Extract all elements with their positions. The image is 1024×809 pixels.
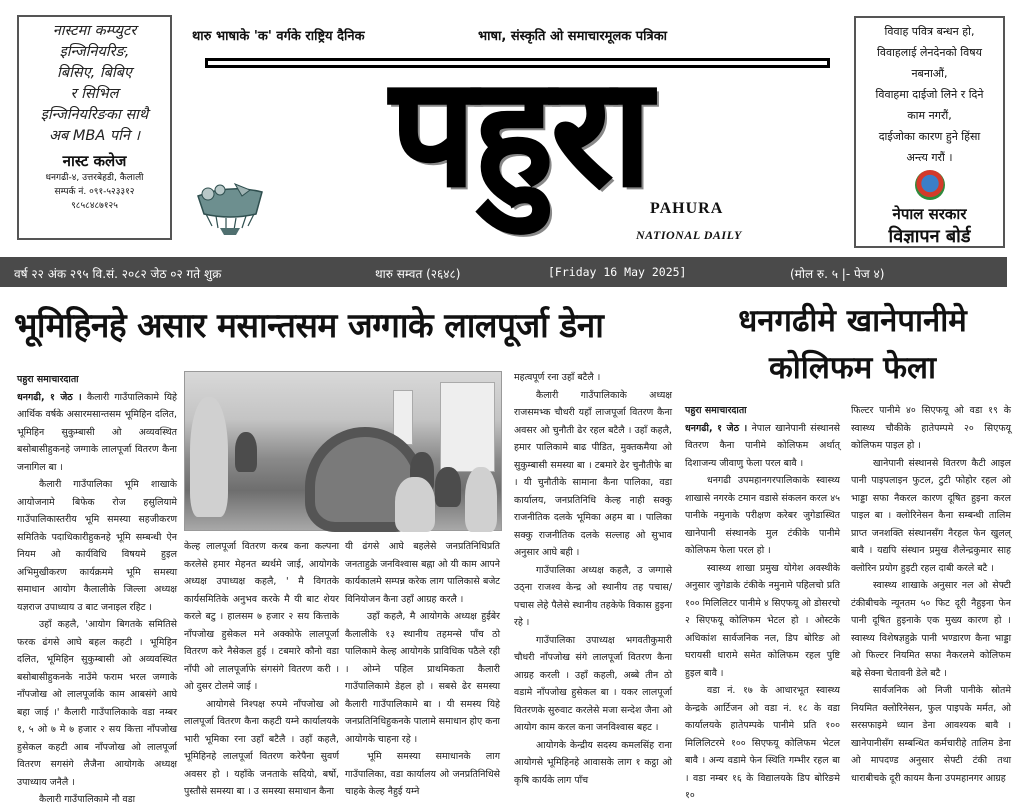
paragraph: आयोगके केन्द्रीय सदस्य कमलसिंह राना आयोगसे भूमिहिनहे आवासके लाग १ कट्ठा ओ कृषि कार्यके लाग पाँच bbox=[514, 739, 672, 786]
issue-info: वर्ष २२ अंक २९५ वि.सं. २०८२ जेठ ०२ गते शुक्र bbox=[14, 267, 222, 281]
byline: पहुरा समाचारदाता bbox=[685, 405, 747, 416]
issue-date-bar bbox=[0, 257, 1007, 287]
paragraph: सार्वजनिक ओ निजी पानीके स्रोतमे नियमित क्लोरिनेसन, फुल पाइपके मर्मत, ओ सरसफाइमे ध्यान डेना आवश्यक बावै । खानेपानीसँग सम्बन्धित कर्मचारीहे तालिम डेना ओ मापदण्ड अनुसार सेफ्टी टंकी तथा धाराबीचके दूरी कायम कैना उपमहानगर आग्रह bbox=[851, 685, 1011, 784]
price-page: (मोल रु. ५ |- पेज ४) bbox=[790, 267, 885, 281]
ad-text-line: विवाह पवित्र बन्धन हो, bbox=[884, 25, 975, 38]
paragraph: उहाँ कहलै, मै आयोगके अध्यक्ष हुईबेर कैलालीके १३ स्थानीय तहमन्से पाँच ठो पालिकामे केल्ह आयोगके प्राविधिक पठैले रही । ओम्ने पहिल प्राथमिकता कैलारी गाउँपालिकामे डेहल हो । सबसे ढेर समस्या कैलारी गाउँपालिकामे बा । यी समस्य यिहे जनप्रतिनिधिहुकनके पालामे समाधान होए कना आयोगके चाहना रहे । bbox=[345, 611, 500, 745]
ad-text-line: दाईजोका कारण हुने हिंसा bbox=[878, 130, 981, 143]
ad-text-line: विवाहमा दाईजो लिने र दिने bbox=[875, 88, 984, 101]
paragraph: स्वास्थ्य शाखाके अनुसार नल ओ सेफ्टी टंकीबीचके न्यूनतम ५० फिट दूरी नैहुइना फेन पानी दूषित हुइनाके एक मुख्य कारण हो । स्वास्थ्य विशेषज्ञहुक्रे पानी भण्डारण कैना भाड्डा ओ फिल्टर नियमित सफा नैकरलमे कोलिफम बह्रे सेक्ना चेतावनी डेले बटै । bbox=[851, 580, 1011, 679]
paragraph: कैलारी गाउँपालिकामे नौ वडा bbox=[39, 794, 136, 805]
masthead-tagline-left: थारु भाषाके 'क' वर्गके राष्ट्रिय दैनिक bbox=[192, 29, 365, 44]
ad-text-line: नबनाऔं, bbox=[911, 67, 948, 80]
masthead-title-en: PAHURA bbox=[650, 200, 724, 217]
ad-org: नेपाल सरकार bbox=[892, 205, 967, 223]
ad-college-name: नास्ट कलेज bbox=[62, 152, 127, 170]
story-2-column-2 bbox=[851, 402, 1011, 787]
ad-nast-college bbox=[17, 15, 172, 240]
paragraph: धनगढी उपमहानगरपालिकाके स्वास्थ्य शाखासे नगरके टमान वडासे संकलन करल ४५ पानीके नमुनाके परीक्षण करेबर जुगेडास्थित खानेपानी संस्थानके मुल टंकीके पानीमे कोलिफम फेला परल हो । bbox=[685, 475, 840, 556]
kalash-logo-icon bbox=[190, 178, 270, 236]
ad-phone: ९८५८४८७१२५ bbox=[71, 201, 118, 211]
paragraph: केल्ह लालपूर्जा वितरण करब कना कल्पना करलेसे हमार मेहनत ब्यर्थमे जाई, आयोगके अध्यक्ष उपाध्यक्ष कहलै, ' मै विगतके कार्यसमितिके अनुभव करके मै यी बाट शेयर करले बटु । हालसम ७ हजार २ सय कित्ताके नाँपजोख हुसेकल मने अक्कोफे लालपूर्जा वितरण करे नैसेकल हुई । टबमारे कौनो वडा नाँपी ओ लालपूर्जाफे संगसंगे वितरण करी । ओ दुसर टोलमे जाई । bbox=[184, 541, 339, 692]
paragraph: भूमि समस्या समाधानके लाग गाउँपालिका, वडा कार्यालय ओ जनप्रतिनिधिसे चाहके केल्ह नैहुई यम्ने bbox=[345, 751, 500, 797]
paragraph: फिल्टर पानीमे ४० सिएफयू ओ वडा १९ के स्वास्थ्य चौकीके हातेपम्पमे २० सिएफयू कोलिफम पाइल हो । bbox=[851, 405, 1011, 451]
paragraph: कैलारी गाउँपालिका भूमि शाखाके आयोजनामे बिफेक रोज हसुलियामे गाउँपालिकास्तरीय भूमि समस्या सहजीकरण समितिके पदाधिकारीहुकनहे भूमि सम्बन्धी ऐन नियम ओ कार्यविधि विषयमे हुइल अभिमुखीकरण कार्यक्रममे भूमि समस्या समाधान आयोग कैलालीके जिल्ला अध्यक्ष यज्ञराज उपाध्याय उ बाट जनाइल रहिट । bbox=[17, 479, 177, 613]
masthead-tagline-right: भाषा, संस्कृति ओ समाचारमूलक पत्रिका bbox=[478, 29, 668, 44]
story-2-column-1 bbox=[685, 402, 840, 805]
ad-text-line: इन्जिनियरिङ, bbox=[59, 44, 130, 60]
paragraph: यी ढंगसे आघे बहलेसे जनप्रतिनिधिप्रति जनताहुक्रे जनविश्वास बह्ना ओ यी काम आपने कार्यकालमे सम्पन्न करेक लाग पालिकासे बजेट विनियोजन कैना उहाँ आग्रह करलै । bbox=[345, 541, 500, 605]
photo-window bbox=[440, 382, 495, 472]
photo-person bbox=[235, 432, 257, 472]
ad-address: धनगढी-४, उत्तरबेहडी, कैलाली bbox=[45, 173, 144, 183]
ad-text-line: अन्त्य गरौं । bbox=[906, 151, 953, 164]
ad-text-line: नास्टमा कम्प्युटर bbox=[52, 23, 137, 39]
ad-text-line: बिसिए, बिबिए bbox=[57, 65, 132, 81]
paragraph: महत्वपूर्ण रना उहाँ बटैलै । bbox=[514, 372, 601, 383]
dateline: धनगढी, १ जेठ । bbox=[17, 391, 82, 403]
ad-contact: सम्पर्क नं. ०९१-५२३३१२ bbox=[54, 187, 135, 197]
masthead-subtitle-en: NATIONAL DAILY bbox=[636, 228, 742, 242]
byline: पहुरा समाचारदाता bbox=[17, 374, 79, 385]
story-1-column-4 bbox=[514, 369, 672, 789]
dateline: धनगढी, १ जेठ । bbox=[685, 422, 748, 434]
story-1-headline: भूमिहिनहे असार मसान्तसम जग्गाके लालपूर्जा डेना bbox=[14, 306, 604, 346]
date-english: [Friday 16 May 2025] bbox=[548, 265, 687, 279]
photo-person bbox=[465, 467, 497, 532]
ad-text-line: काम नगरौं, bbox=[907, 109, 952, 122]
ad-text-line: विवाहलाई लेनदेनको विषय bbox=[877, 46, 982, 59]
paragraph: गाउँपालिका अध्यक्ष कहलै, उ जग्गासे उठ्ना राजश्व केन्द्र ओ स्थानीय तह पचास/पचास लेहे पैलेसे स्थानीय तहकेफे विकास हुइना रहे । bbox=[514, 564, 672, 628]
ad-board: विज्ञापन बोर्ड bbox=[888, 226, 971, 247]
paragraph: कैलारी गाउँपालिकाके अध्यक्ष राजसमभ्क चौधरी यहाँ लाजपूर्जा वितरण कैना अवसर ओ चुनौती ढेर रहल बटैलै । उहाँ कहलै, हमार पालिकामे बाढ पीडित, मुक्तकमैया ओ सुकुम्बासी समस्या बा । टबमारे ढेर चुनौतीफे बा । यी चुनौतीके सामाना कैना पालिका, वडा कार्यालय, जनप्रतिनिधि केल्ह नाही सक्कु राजनीतिक दलके भूमिका अहम बा । पालिका सक्कु राजनीतिक दलके सल्लाह ओ सुभाव अनुसार आघे बही । bbox=[514, 389, 672, 558]
ad-text-line: र सिभिल bbox=[70, 86, 119, 102]
nepal-emblem-icon bbox=[915, 170, 945, 200]
paragraph: उहाँ कहलै, 'आयोग बिगतके समितिसे फरक ढंगसे आघे बहल कहटी । भूमिहिन दलित, भूमिहिन सुकुम्बासी ओ अव्यवस्थित बसोबासीहुकनके नाउँमे फराम भरल जग्गाके नाँपजोख ओ लालपूर्जाके काम आबसंगे आघे बहा जाई ।' कैलारी गाउँपालिकाके वडा नम्बर १, ५ ओ ७ मे ७ हजार २ सय कित्ता नाँपजोख हुसेकल कहटी आब नाँपजोख ओ लालपूर्जा वितरण सगसंगे लैजैना आयोगके अध्यक्ष उपाध्याय जनैलै । bbox=[17, 619, 177, 788]
story-1-column-3 bbox=[345, 538, 500, 801]
paragraph: स्वास्थ्य शाखा प्रमुख योगेश अवस्थीके अनुसार जुगेडाके टंकीके नमुनामे पहिलचो प्रति १०० मिलिलिटर पानीमे ४ सिएफयू ओ डोसरचो २ सिएफयू कोलिफम भेटल हो । ओस्टके अधिकांश सार्वजनिक नल, डिप बोरिङ ओ घरायसी धारामे समेत कोलिफम रहल पुष्टि हुइल बावै । bbox=[685, 562, 840, 679]
photo-person bbox=[395, 477, 435, 532]
paragraph: आयोगसे निश्पक्ष रुपमे नाँपजोख ओ लालपूर्जा वितरण कैना कहटी यम्ने कार्यालयके भारी भूमिका रना उहाँ बटैलै । उहाँ कहलै, भूमिहिनहे लालपूर्जा वितरण करेपैना सुवर्ण अवसर हो । यहाँके जनताके सदियो, बर्षो, पुस्तौसे समस्या बा । उ समस्या समाधान कैना bbox=[184, 698, 339, 797]
masthead-title: पहुरा bbox=[390, 46, 650, 220]
paragraph: खानेपानी संस्थानसे वितरण कैटी आइल पानी पाइपलाइन फुटल, टुटी फोहोर रहल ओ भाड्डा सफा नैकरल कारण दूषित हुइना करल पाइल बा । क्लोरिनेसन कैना सम्बन्धी तालिम प्राप्त जनशक्ति संस्थानसँग नैरहल फेन खुलल् बावै । यद्यपि संस्थान प्रमुख शैलेन्द्रकुमार साह क्लोरिन प्रयोग हुइटी रहल दाबी करले बटै । bbox=[851, 457, 1011, 574]
ad-dowry-awareness bbox=[854, 16, 1005, 248]
paragraph: नेपाल खानेपानी संस्थानसे वितरण कैना पानीमे कोलिफम अर्थात् दिशाजन्य जीवाणु फेला परल बावै । bbox=[685, 422, 840, 469]
story-1-column-1 bbox=[17, 371, 177, 809]
paragraph: गाउँपालिका उपाध्यक्ष भगवतीकुमारी चौधरी नाँपजोख संगे लालपूर्जा वितरण कैना आग्रह करली । उहाँ कहली, अब्बे तीन ठो वडामे नाँपजोख हुसेकल बा । यकर लालपूर्जा वितरणके सुरुवाट करलेसे मजा सन्देश जैना ओ आयोग काम करल कना जनविश्वास बहट । bbox=[514, 634, 672, 733]
story-1-column-2 bbox=[184, 538, 339, 801]
story-2-headline: धनगढीमे खानेपानीमे कोलिफम फेला bbox=[738, 303, 967, 386]
photo-person bbox=[190, 397, 228, 517]
story-1-photo bbox=[184, 371, 502, 531]
ad-text-line: अब MBA पनि । bbox=[48, 128, 141, 144]
paragraph: कैलारी गाउँपालिकामे यिहे आर्थिक वर्षके असारमसान्तसम भूमिहिन दलित, भूमिहिन सुकुम्बासी ओ अव्यवस्थित बसोबासीहुकनहे जग्गाके लालपूर्जा वितरण कैना जनागिल बा । bbox=[17, 391, 178, 473]
paragraph: वडा नं. १७ के आधारभूत स्वास्थ्य केन्द्रके आर्टिजन ओ वडा नं. १८ के वडा कार्यालयके हातेपम्पके पानीमे प्रति १०० मिलिलिटरमे १०० सिएफयू कोलिफम भेटल बावै । अन्य वडामे फेन स्थिति गम्भीर रहल बा । वडा नम्बर १६ के विद्यालयके डिप बोरिङमे १० bbox=[685, 685, 840, 801]
ad-text-line: इन्जिनियरिङका साथै bbox=[40, 107, 149, 123]
tharu-era: थारु सम्वत (२६४८) bbox=[375, 267, 461, 281]
photo-person bbox=[435, 467, 461, 507]
